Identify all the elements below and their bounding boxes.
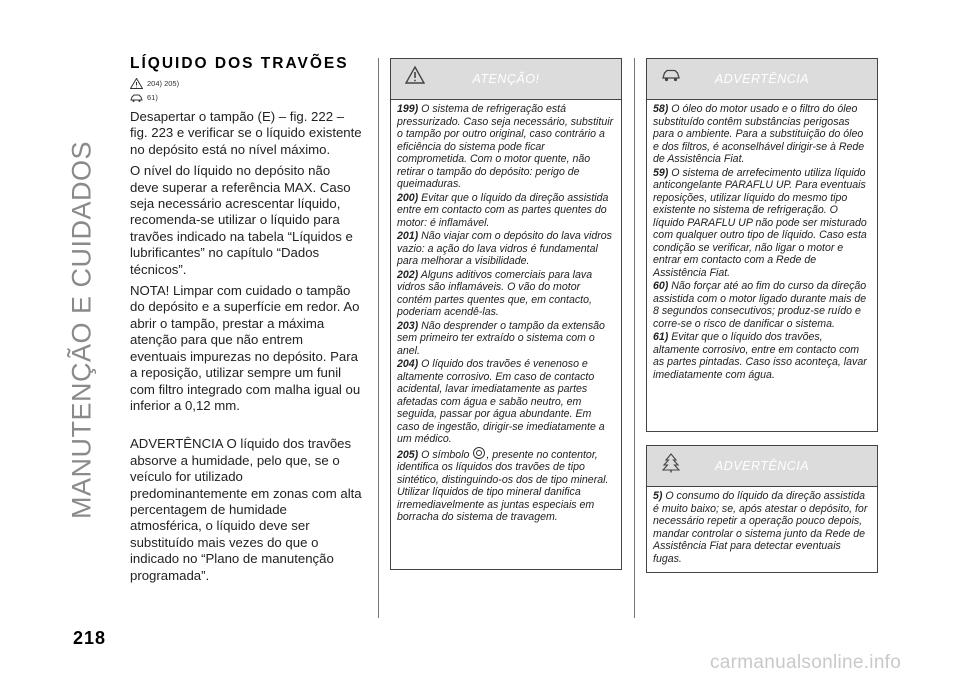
reference-line	[130, 76, 362, 90]
note-item: 201) Não viajar com o depósito do lava vidros vazio: a ação do lava vidros é fundamental para melhorar a visibilidade.	[397, 230, 612, 267]
main-column	[130, 55, 362, 589]
reference-line	[130, 90, 362, 104]
reference-numbers: 61)	[147, 92, 158, 102]
paragraph: O nível do líquido no depósito não deve superar a referência MAX. Caso seja necessário acrescentar líquido, recomenda-se utilizar o líquido para travões indicado na tabela “Líquidos e lubrificantes” no capítulo “Dados técnicos”.	[130, 163, 353, 277]
warning-title: ADVERTÊNCIA	[714, 459, 810, 473]
column-divider	[378, 58, 379, 618]
warning-body	[647, 486, 877, 570]
brake-fluid-symbol-icon	[473, 447, 485, 459]
note-item: 200) Evitar que o líquido da direção assistida entre em contacto com as partes quentes do motor: é inflamável.	[397, 191, 609, 229]
environment-tree-icon	[661, 453, 681, 473]
note-item: 60) Não forçar até ao fim do curso da direção assistida com o motor ligado durante mais de 8 segundos consecutivos; produz-se ruído e corre-se o risco de danificar o sistema.	[653, 280, 867, 330]
watermark-footer: carmanualsonline.info	[710, 652, 902, 673]
car-warning-icon	[130, 92, 143, 103]
note-item: 205) O símbolo , presente no contentor, identifica os líquidos dos travões de tipo sintético, distinguindo-os dos de tipo mineral. Utilizar líquidos de tipo mineral danifica irremediavelmente as juntas especiais em borracha do sistema de travagem.	[397, 448, 609, 523]
warning-header	[647, 446, 877, 486]
attention-box	[390, 58, 622, 570]
paragraph: Desapertar o tampão (E) – fig. 222 – fig. 223 e verificar se o líquido existente no depósito está no nível máximo.	[130, 109, 362, 157]
page-number: 218	[73, 628, 107, 648]
warning-header	[647, 59, 877, 99]
note-item: 59) O sistema de arrefecimento utiliza líquido anticongelante PARAFLU UP. Para eventuais reposições, utilizar líquido do mesmo tipo existente no sistema de refrigeração. O líquido PARAFLU UP não pode ser misturado com qualquer outro tipo de líquido. Caso esta condição se verificar, não ligar o motor e entrar em contacto com a Rede de Assistência Fiat.	[653, 166, 867, 279]
warning-title: ADVERTÊNCIA	[714, 72, 810, 86]
attention-body	[391, 99, 621, 529]
paragraph: ADVERTÊNCIA O líquido dos travões absorve a humidade, pelo que, se o veículo for utilizado predominantemente em zonas com alta percentagem de humidade atmosférica, o líquido deve ser substituído mais vezes do que o indicado no “Plano de manutenção programada”.	[130, 436, 362, 583]
attention-title: ATENÇÃO!	[472, 72, 540, 86]
reference-numbers: 204) 205)	[147, 78, 180, 88]
car-warning-icon	[661, 66, 681, 84]
attention-header	[391, 59, 621, 99]
note-item: 58) O óleo do motor usado e o filtro do óleo substituído contêm substâncias perigosas para o ambiente. Para a substituição do óleo e dos filtros, é aconselhável dirigir-se à Rede de Assistência Fiat.	[653, 103, 865, 165]
warning-box	[646, 445, 878, 573]
paragraph: NOTA! Limpar com cuidado o tampão do depósito e a superfície em redor. Ao abrir o tampão, prestar a máxima atenção para que não entrem eventuais impurezas no depósito. Para a reposição, utilizar sempre um funil com filtro integrado com malha igual ou inferior a 0,12 mm.	[130, 283, 361, 413]
note-item: 199) O sistema de refrigeração está pressurizado. Caso seja necessário, substituir o tampão por outro original, caso contrário a eficiência do sistema pode ficar comprometida. Com o motor quente, não retirar o tampão do depósito: perigo de queimaduras.	[397, 103, 614, 190]
chapter-side-title: MANUTENÇÃO E CUIDADOS	[66, 140, 97, 520]
warning-box	[646, 58, 878, 432]
column-divider	[634, 58, 635, 618]
note-item: 203) Não desprender o tampão da extensão sem primeiro ter extraído o sistema com o anel.	[397, 319, 605, 357]
warning-triangle-icon	[405, 66, 425, 84]
section-heading: LÍQUIDO DOS TRAVÕES	[130, 55, 349, 72]
note-item: 61) Evitar que o líquido dos travões, altamente corrosivo, entre em contacto com as partes pintadas. Caso isso aconteça, lavar imediatamente com água.	[653, 331, 867, 381]
warning-body	[647, 99, 877, 386]
note-item: 202) Alguns aditivos comerciais para lava vidros são inflamáveis. O vão do motor contém partes quentes que, em contacto, poderiam acendê-las.	[397, 268, 593, 318]
warning-triangle-icon	[130, 78, 143, 89]
note-item: 5) O consumo do líquido da direção assistida é muito baixo; se, após atestar o depósito, for necessário repetir a operação pouco depois, mandar controlar o sistema junto da Rede de Assistência Fiat para detectar eventuais fugas.	[653, 490, 868, 565]
body-text	[130, 109, 362, 584]
note-item: 204) O líquido dos travões é venenoso e altamente corrosivo. Em caso de contacto acidental, lavar imediatamente as partes afetadas com água e sabão neutro, em seguida, passar por água abundante. Em caso de ingestão, dirigir-se imediatamente a um médico.	[397, 358, 605, 445]
